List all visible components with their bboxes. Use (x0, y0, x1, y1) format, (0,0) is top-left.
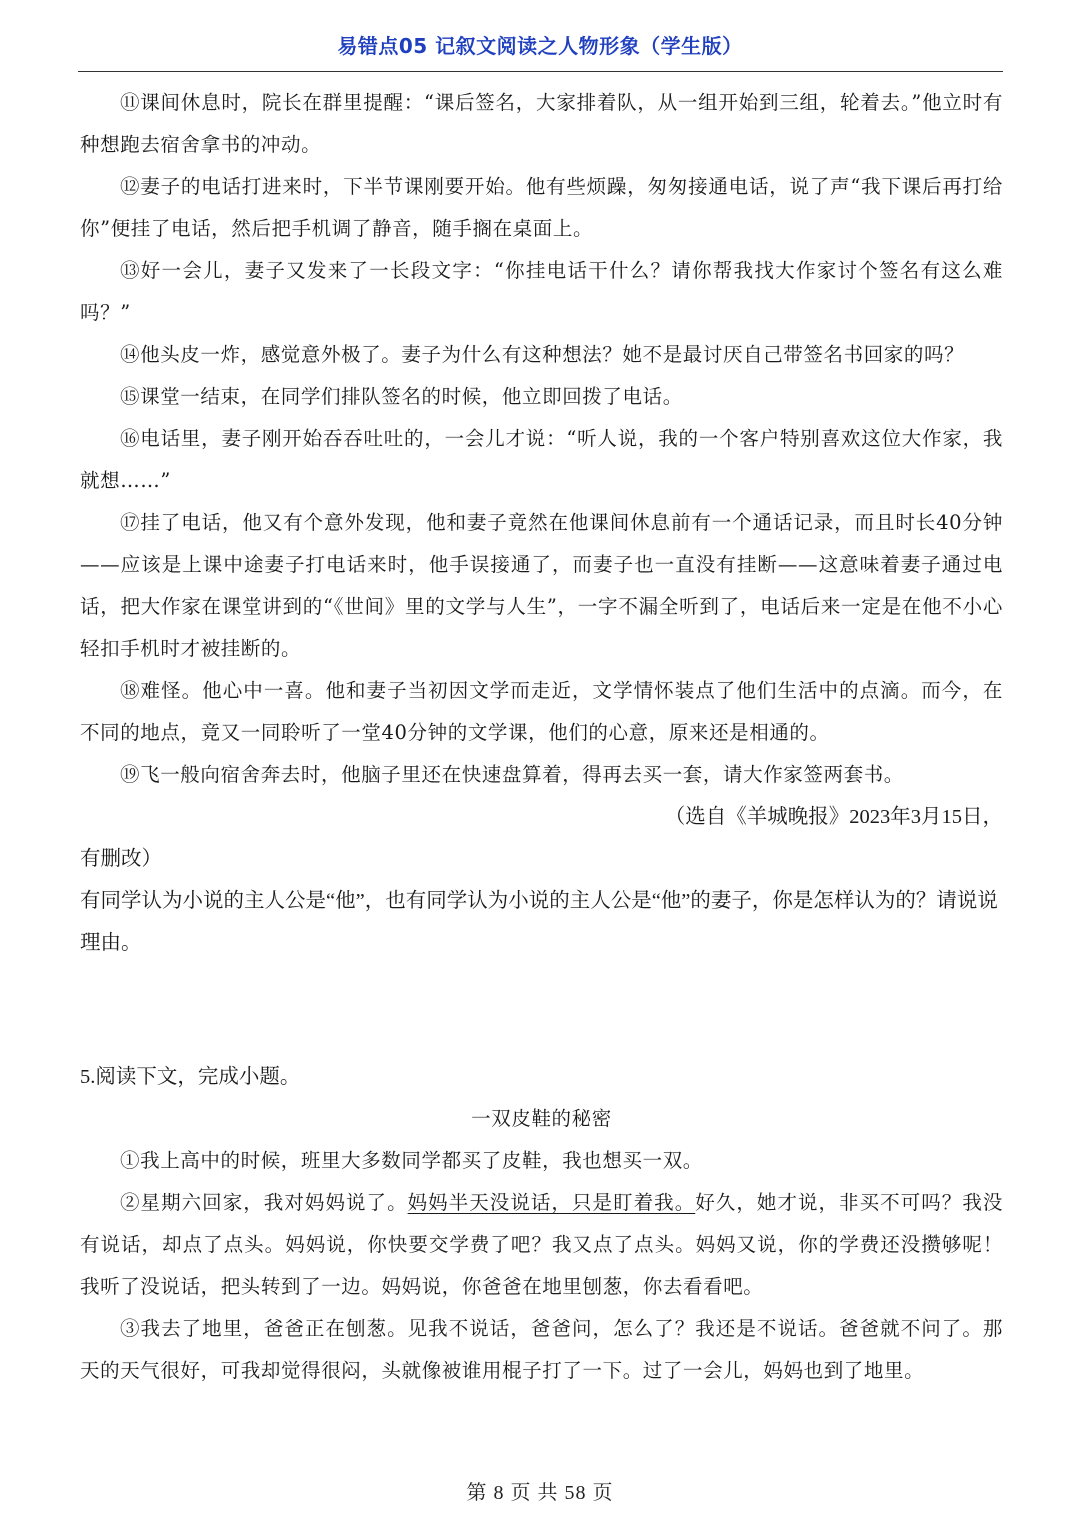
source-citation: （选自《羊城晚报》2023年3月15日， (664, 806, 1003, 828)
question-5-prompt: 5.阅读下文，完成小题。 (80, 1066, 301, 1088)
document-body (80, 82, 1003, 1392)
page-header-title: 易错点05 记叙文阅读之人物形象（学生版） (337, 34, 743, 58)
story-paragraph-2-lead: ②星期六回家，我对妈妈说了。 (120, 1191, 408, 1214)
paragraph-18: ⑱难怪。他心中一喜。他和妻子当初因文学而走近，文学情怀装点了他们生活中的点滴。而今，在不同的地点，竟又一同聆听了一堂40分钟的文学课，他们的心意，原来还是相通的。 (80, 679, 1003, 744)
paragraph-14: ⑭他头皮一炸，感觉意外极了。妻子为什么有这种想法？她不是最讨厌自己带签名书回家的吗？ (120, 343, 965, 366)
paragraph-16: ⑯电话里，妻子刚开始吞吞吐吐的，一会儿才说：“听人说，我的一个客户特别喜欢这位大作家，我就想……” (80, 427, 1003, 492)
story-paragraph-2-rest: 好久，她才说，非买不可吗？我没有说话，却点了点头。妈妈说，你快要交学费了吧？我又点了点头。妈妈又说，你的学费还没攒够呢！我听了没说话，把头转到了一边。妈妈说，你爸爸在地里刨葱，你去看看吧。 (80, 1191, 1003, 1298)
story-paragraph-3: ③我去了地里，爸爸正在刨葱。见我不说话，爸爸问，怎么了？我还是不说话。爸爸就不问了。那天的天气很好，可我却觉得很闷，头就像被谁用棍子打了一下。过了一会儿，妈妈也到了地里。 (80, 1317, 1003, 1382)
story-title: 一双皮鞋的秘密 (471, 1107, 612, 1130)
paragraph-12: ⑫妻子的电话打进来时，下半节课刚要开始。他有些烦躁，匆匆接通电话，说了声“我下课后再打给你”便挂了电话，然后把手机调了静音，随手搁在桌面上。 (80, 175, 1003, 240)
paragraph-15: ⑮课堂一结束，在同学们排队签名的时候，他立即回拨了电话。 (120, 385, 683, 408)
source-citation-cont: 有删改） (80, 848, 162, 870)
paragraph-19: ⑲飞一般向宿舍奔去时，他脑子里还在快速盘算着，得再去买一套，请大作家签两套书。 (120, 763, 904, 786)
question-4-text: 有同学认为小说的主人公是“他”，也有同学认为小说的主人公是“他”的妻子，你是怎样认为的？请说说理由。 (80, 890, 998, 954)
paragraph-13: ⑬好一会儿，妻子又发来了一长段文字：“你挂电话干什么？请你帮我找大作家讨个签名有这么难吗？” (80, 259, 1003, 324)
underlined-sentence: 妈妈半天没说话，只是盯着我。 (407, 1191, 696, 1214)
paragraph-17: ⑰挂了电话，他又有个意外发现，他和妻子竟然在他课间休息前有一个通话记录，而且时长40分钟——应该是上课中途妻子打电话来时，他手误接通了，而妻子也一直没有挂断——这意味着妻子通过电话，把大作家在课堂讲到的“《世间》里的文学与人生”，一字不漏全听到了，电话后来一定是在他不小心轻扣手机时才被挂断的。 (80, 511, 1003, 660)
story-paragraph-1: ①我上高中的时候，班里大多数同学都买了皮鞋，我也想买一双。 (120, 1149, 703, 1172)
story-paragraph-2 (80, 1182, 1003, 1308)
page-number: 第 8 页 共 58 页 (466, 1482, 614, 1504)
answer-space (80, 964, 1003, 1056)
paragraph-11: ⑪课间休息时，院长在群里提醒：“课后签名，大家排着队，从一组开始到三组，轮着去。”他立时有种想跑去宿舍拿书的冲动。 (80, 91, 1003, 156)
header-divider (78, 71, 1003, 72)
